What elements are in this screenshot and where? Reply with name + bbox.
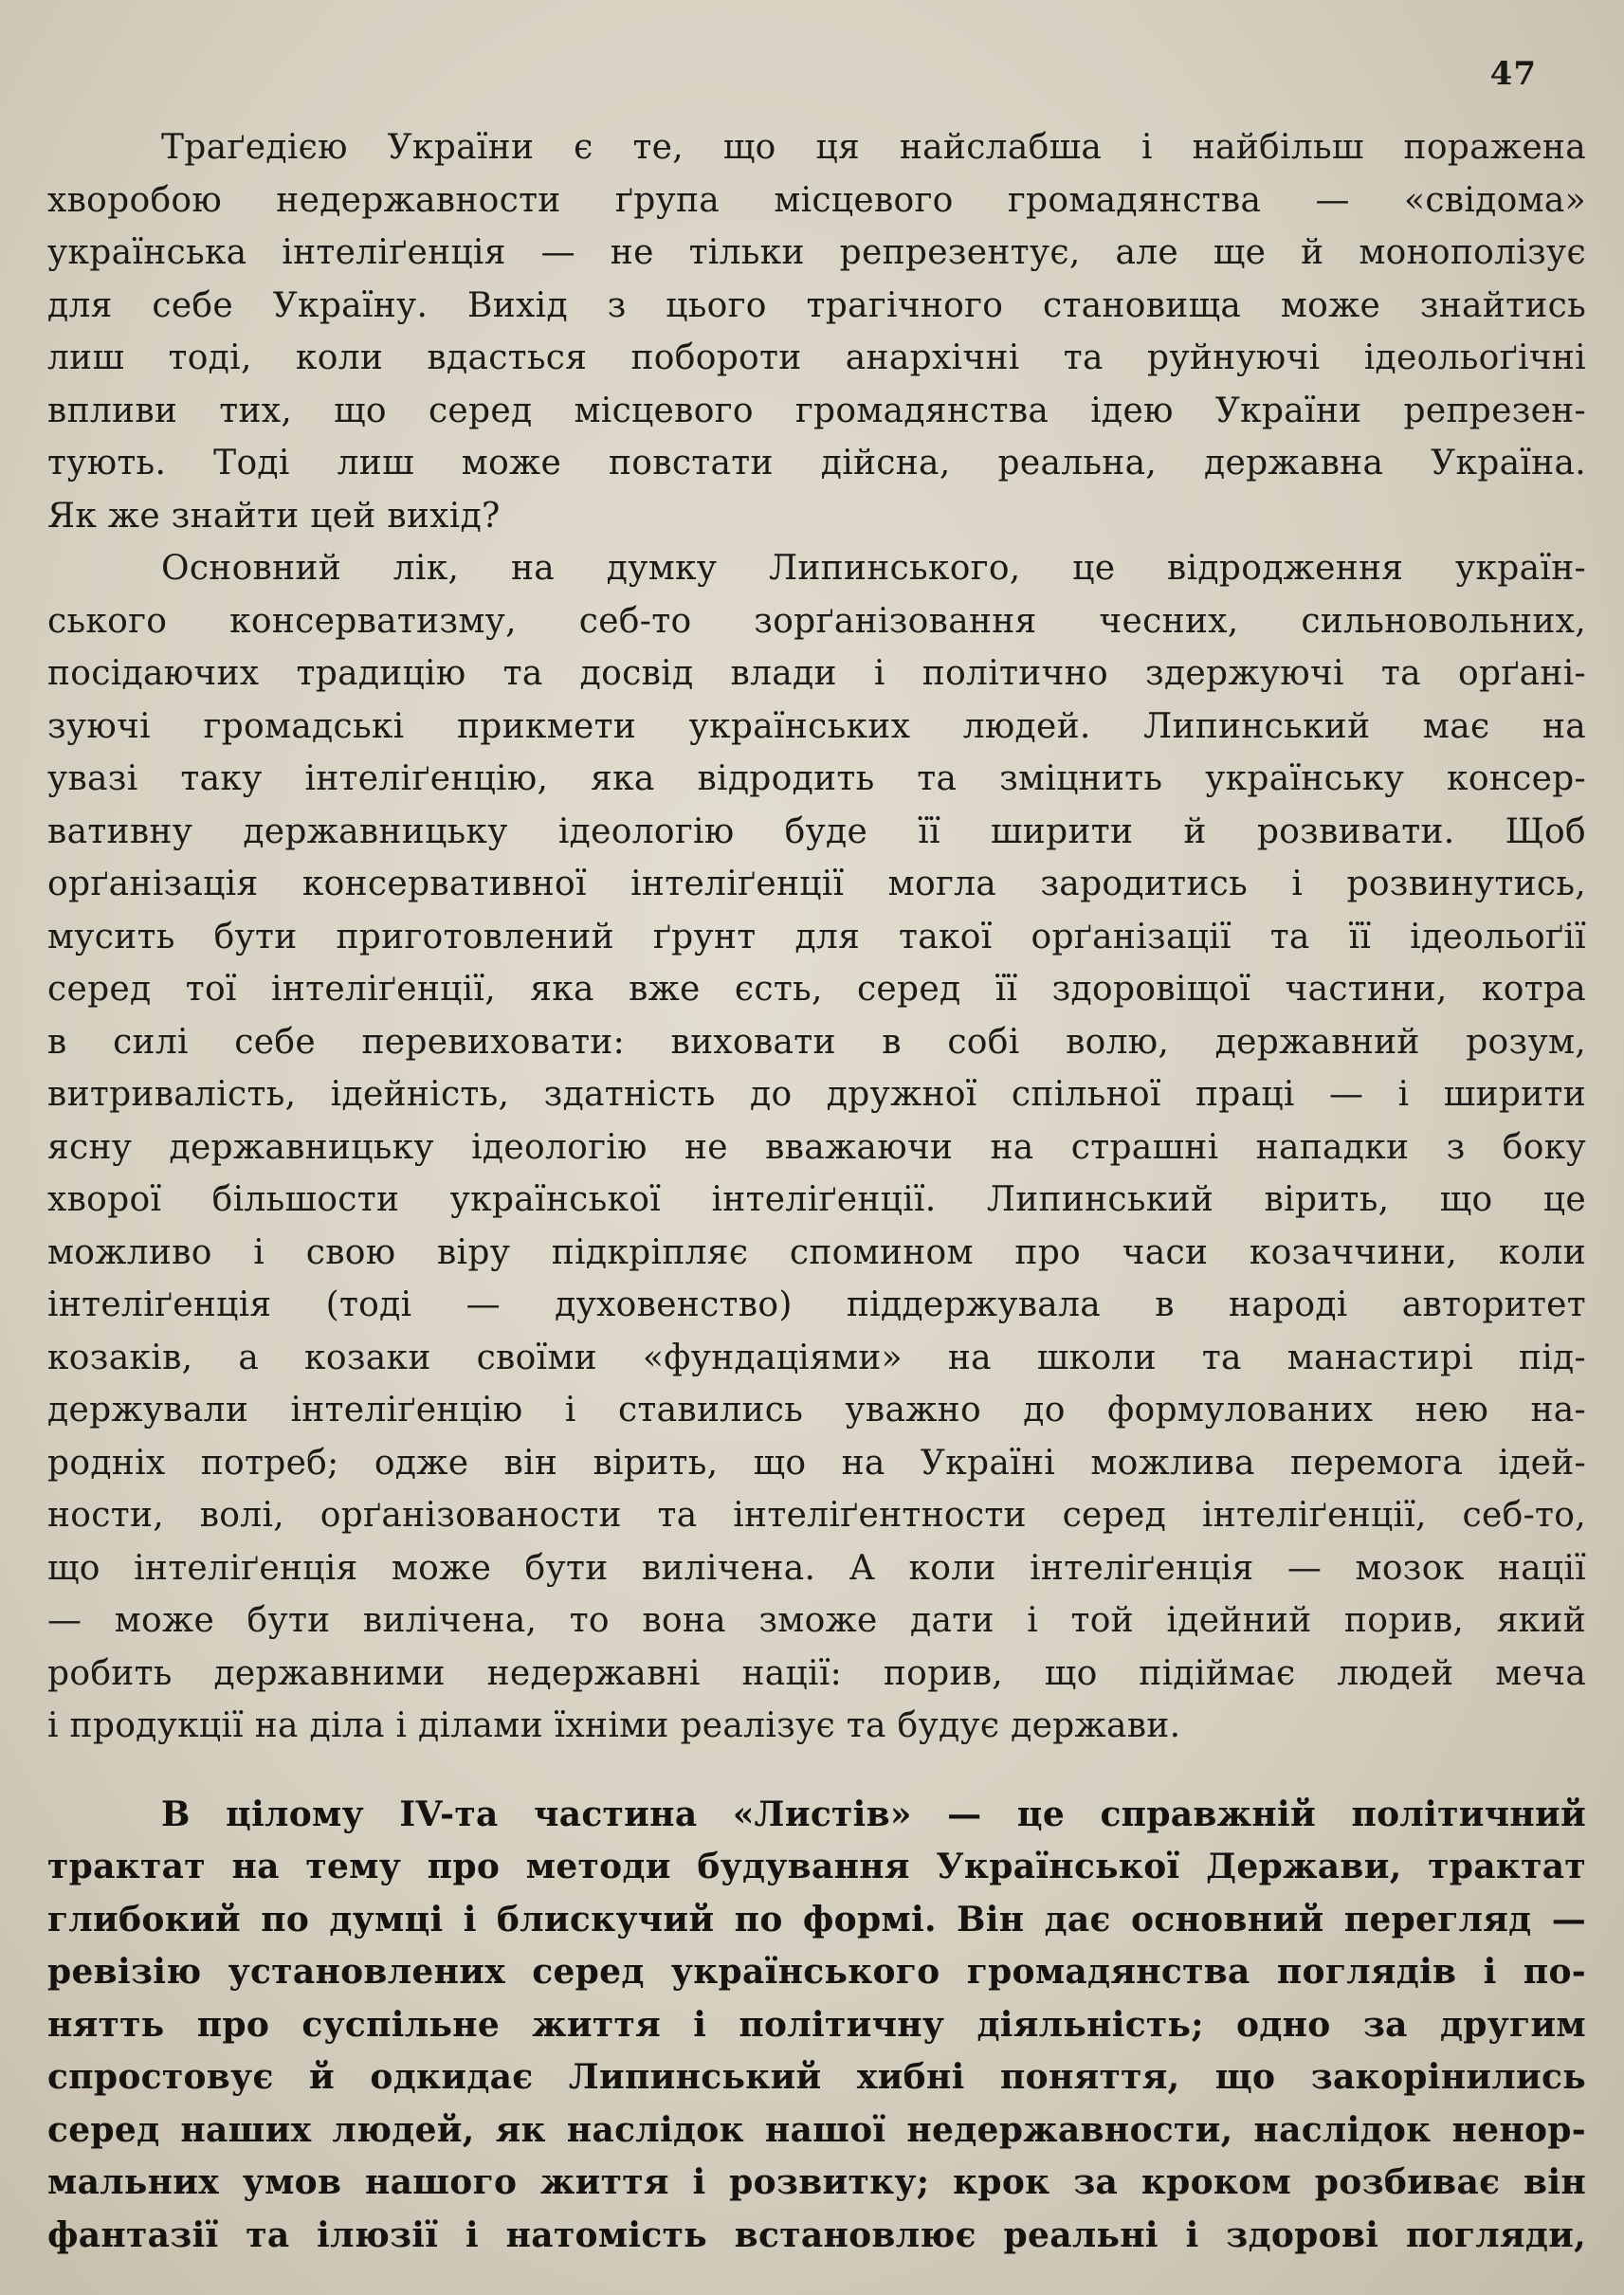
text-line: ясну державницьку ідеологію не вважаючи на страшні нападки з боку	[47, 1127, 1586, 1167]
text-line: зуючі громадські прикмети українських людей. Липинський має на	[47, 706, 1586, 746]
text-line: мусить бути приготовлений ґрунт для такої орґанізації та її ідеольоґії	[47, 917, 1586, 956]
text-line: тують. Тоді лиш може повстати дійсна, реальна, державна Україна.	[47, 444, 1586, 483]
paragraph-2	[47, 542, 1586, 1753]
text-line: родніх потреб; одже він вірить, що на Україні можлива перемога ідей-	[47, 1443, 1586, 1483]
text-line: в силі себе перевиховати: виховати в собі волю, державний розум,	[47, 1022, 1586, 1062]
text-line: фантазії та ілюзії і натомість встановлює реальні і здорові погляди,	[47, 2214, 1586, 2255]
text-line: держували інтеліґенцію і ставились уважно до формулованих нею на-	[47, 1391, 1586, 1430]
text-line: і продукції на діла і ділами їхніми реалізує та будує держави.	[47, 1706, 1181, 1745]
text-line: хворобою недержавности ґрупа місцевого громадянства — «свідома»	[47, 180, 1586, 220]
text-line: Основний лік, на думку Липинського, це відродження україн-	[161, 549, 1586, 588]
text-line: козаків, а козаки своїми «фундаціями» на школи та манастирі під-	[47, 1338, 1586, 1377]
text-line: ревізію установлених серед українського громадянства поглядів і по-	[47, 1952, 1586, 1992]
text-line: нятть про суспільне життя і політичну діяльність; одно за другим	[47, 2004, 1586, 2045]
text-line: Траґедією України є те, що ця найслабша і найбільш поражена	[161, 128, 1586, 167]
text-line: що інтеліґенція може бути вилічена. А коли інтеліґенція — мозок нації	[47, 1548, 1586, 1588]
text-line: інтеліґенція (тоді — духовенство) піддержувала в народі авторитет	[47, 1285, 1586, 1324]
text-line: лиш тоді, коли вдасться побороти анархічні та руйнуючі ідеольоґічні	[47, 338, 1586, 377]
text-line: ности, волі, орґанізованости та інтеліґентности серед інтеліґенції, себ-то,	[47, 1496, 1586, 1535]
text-line: трактат на тему про методи будування Української Держави, трактат	[47, 1847, 1586, 1886]
text-line: можливо і свою віру підкріпляє спомином про часи козаччини, коли	[47, 1232, 1586, 1272]
text-line: робить державними недержавні нації: порив, що підіймає людей меча	[47, 1653, 1586, 1693]
text-line: витривалість, ідейність, здатність до дружної спільної праці — і ширити	[47, 1075, 1586, 1114]
text-line: посідаючих традицію та досвід влади і політично здержуючі та орґані-	[47, 654, 1586, 693]
text-line: серед тої інтеліґенції, яка вже єсть, серед її здоровіщої частини, котра	[47, 970, 1586, 1009]
text-line: глибокий по думці і блискучий по формі. Він дає основний перегляд —	[47, 1899, 1586, 1940]
paragraph-gap	[47, 1753, 1586, 1789]
paragraph-1	[47, 121, 1586, 542]
text-line: серед наших людей, як наслідок нашої недержавности, наслідок ненор-	[47, 2109, 1586, 2150]
page-number: 47	[1489, 55, 1537, 93]
text-line: хворої більшости української інтеліґенції. Липинський вірить, що це	[47, 1180, 1586, 1219]
text-line: В цілому IV-та частина «Листів» — це справжній політичний	[161, 1794, 1586, 1834]
page-body	[47, 121, 1586, 2262]
text-line: увазі таку інтеліґенцію, яка відродить та зміцнить українську консер-	[47, 759, 1586, 798]
text-line: орґанізація консервативної інтеліґенції могла зародитись і розвинутись,	[47, 865, 1586, 903]
text-line: впливи тих, що серед місцевого громадянства ідею України репрезен-	[47, 391, 1586, 430]
text-line: ського консерватизму, себ-то зорґанізовання чесних, сильновольних,	[47, 601, 1586, 641]
text-line: українська інтеліґенція — не тільки репрезентує, але ще й монополізує	[47, 233, 1586, 272]
text-line: для себе Україну. Вихід з цього трагічного становища може знайтись	[47, 285, 1586, 325]
text-line: спростовує й одкидає Липинський хибні поняття, що закорінились	[47, 2057, 1586, 2097]
text-line: мальних умов нашого життя і розвитку; крок за кроком розбиває він	[47, 2162, 1586, 2202]
text-line: Як же знайти цей вихід?	[47, 496, 501, 536]
text-line: — може бути вилічена, то вона зможе дати і той ідейний порив, який	[47, 1601, 1586, 1640]
text-line: вативну державницьку ідеологію буде її ширити й розвивати. Щоб	[47, 811, 1586, 851]
paragraph-3	[47, 1789, 1586, 2263]
